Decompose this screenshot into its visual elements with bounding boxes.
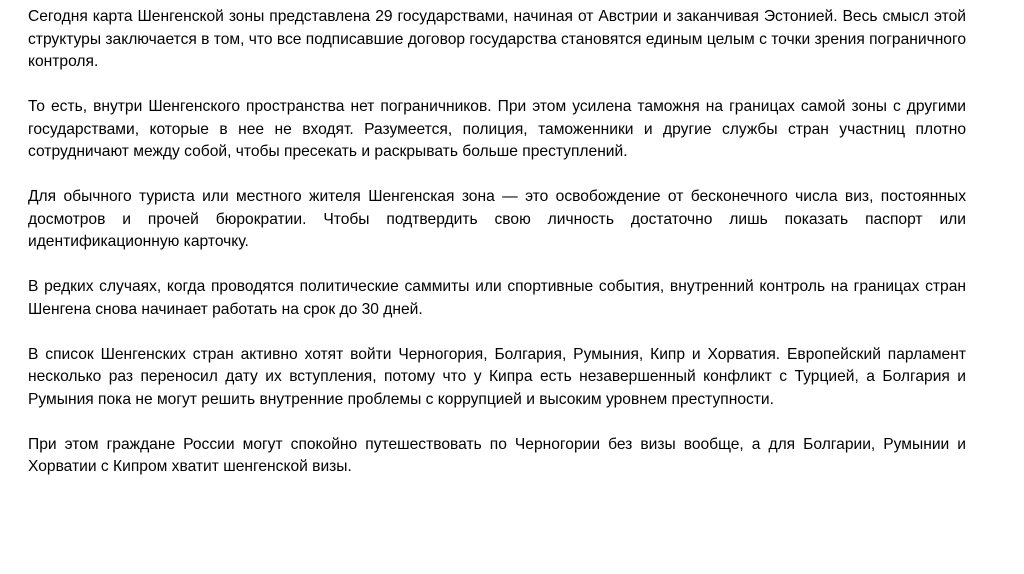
paragraph-candidate-countries: В список Шенгенских стран активно хотят войти Черногория, Болгария, Румыния, Кипр и Хорватия. Европейский парламент несколько раз переносил дату их вступления, потому что у Кипра есть незавершенный конфликт с Турцией, а Болгария и Румыния пока не могут решить внутренние проблемы с коррупцией и высоким уровнем преступности.	[28, 345, 966, 408]
paragraph-russian-citizens: При этом граждане России могут спокойно путешествовать по Черногории без визы вообще, а для Болгарии, Румынии и Хорватии с Кипром хватит шенгенской визы.	[28, 435, 966, 475]
text-block	[28, 6, 966, 501]
paragraph-schengen-overview: Сегодня карта Шенгенской зоны представлена 29 государствами, начиная от Австрии и заканчивая Эстонией. Весь смысл этой структуры заключается в том, что все подписавшие договор государства становятся единым целым с точки зрения пограничного контроля.	[28, 8, 966, 70]
paragraph-internal-control: В редких случаях, когда проводятся политические саммиты или спортивные события, внутренний контроль на границах стран Шенгена снова начинает работать на срок до 30 дней.	[28, 278, 966, 318]
paragraph-no-border-guards: То есть, внутри Шенгенского пространства нет пограничников. При этом усилена таможня на границах самой зоны с другими государствами, которые в нее не входят. Разумеется, полиция, таможенники и другие службы стран участниц плотно сотрудничают между собой, чтобы пресекать и раскрывать больше преступлений.	[28, 98, 966, 160]
paragraph-tourist-benefits: Для обычного туриста или местного жителя Шенгенская зона — это освобождение от бесконечного числа виз, постоянных досмотров и прочей бюрократии. Чтобы подтвердить свою личность достаточно лишь показать паспорт или идентификационную карточку.	[28, 188, 966, 250]
